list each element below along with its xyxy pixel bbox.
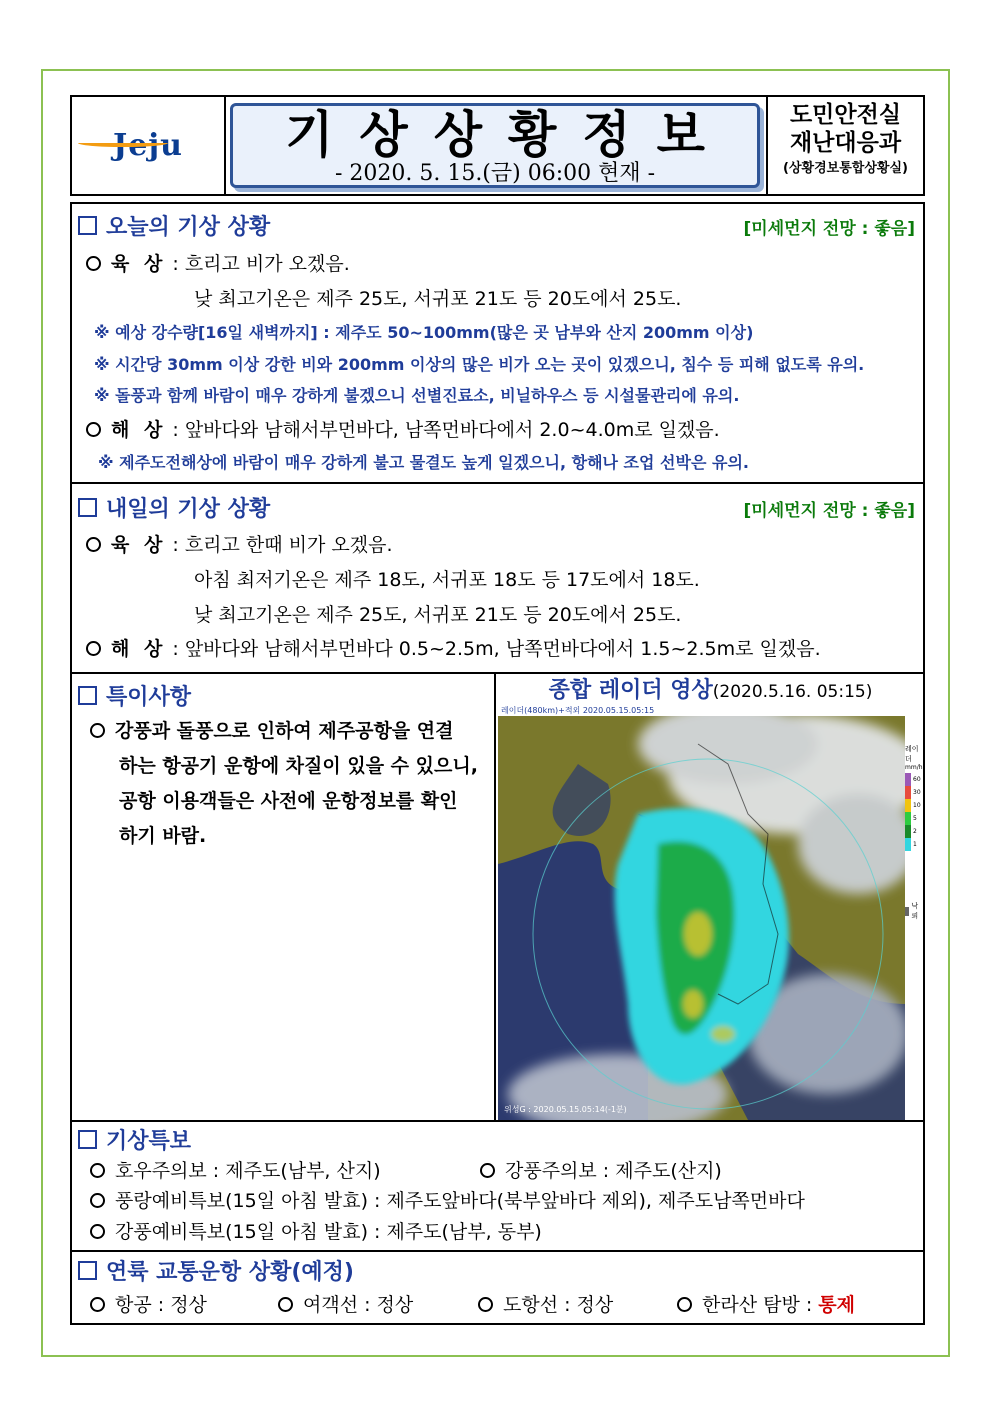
warning-item-2-text: 강풍주의보 : 제주도(산지)	[505, 1160, 722, 1182]
today-heading-text: 오늘의 기상 상황	[106, 215, 271, 240]
legend-unit: mm/h	[905, 764, 923, 771]
circle-bullet-icon	[90, 1224, 105, 1239]
traffic-heading	[78, 1255, 354, 1286]
circle-bullet-icon	[90, 1297, 105, 1312]
today-note-1: ※ 예상 강수량[16일 새벽까지] : 제주도 50~100mm(많은 곳 남부와 산지 200mm 이상)	[94, 323, 754, 342]
radar-title-text: 종합 레이더 영상	[548, 678, 713, 703]
circle-bullet-icon	[86, 422, 101, 437]
warning-item-2	[480, 1158, 722, 1184]
legend-values	[913, 773, 921, 851]
page-title: 기상상황정보	[285, 106, 731, 164]
special-line-2: 하는 항공기 운항에 차질이 있을 수 있으니,	[119, 755, 478, 777]
org-line2: 재난대응과	[789, 130, 902, 156]
tomorrow-heading	[78, 492, 270, 523]
warning-item-4-text: 강풍예비특보(15일 아침 발효) : 제주도(남부, 동부)	[115, 1221, 542, 1243]
radar-image	[498, 704, 905, 1120]
organization	[766, 97, 923, 194]
circle-bullet-icon	[278, 1297, 293, 1312]
header	[70, 95, 925, 196]
tomorrow-land-line1	[86, 532, 393, 558]
today-sea-note: ※ 제주도전해상에 바람이 매우 강하게 불고 물결도 높게 일겠으니, 항해나 조업 선박은 유의.	[98, 453, 749, 472]
warning-item-3-text: 풍랑예비특보(15일 아침 발효) : 제주도앞바다(북부앞바다 제외), 제주도남쪽먼바다	[115, 1190, 805, 1212]
legend-scale	[905, 773, 923, 851]
today-sea-line	[86, 417, 720, 443]
tomorrow-heading-text: 내일의 기상 상황	[106, 497, 271, 522]
radar-title	[498, 674, 923, 708]
circle-bullet-icon	[86, 641, 101, 656]
legend-value: 1	[913, 841, 917, 848]
jeju-logo	[72, 97, 226, 194]
today-dust: [미세먼지 전망 : 좋음]	[743, 219, 915, 239]
checkbox-square-icon	[78, 498, 97, 517]
special-text	[90, 714, 490, 854]
traffic-air-label: 항공 :	[115, 1294, 171, 1316]
circle-bullet-icon	[86, 537, 101, 552]
today-land-line2: 낮 최고기온은 제주 25도, 서귀포 21도 등 20도에서 25도.	[194, 288, 682, 310]
radar-legend	[905, 744, 923, 921]
tomorrow-land-text1: : 흐리고 한때 비가 오겠음.	[172, 534, 393, 556]
traffic-ferry-label: 여객선 :	[303, 1294, 377, 1316]
divider	[72, 1250, 923, 1252]
checkbox-square-icon	[78, 216, 97, 235]
tomorrow-land-label: 육 상	[111, 534, 167, 556]
tomorrow-sea-label: 해 상	[111, 638, 167, 660]
traffic-heading-text: 연륙 교통운항 상황(예정)	[106, 1260, 354, 1285]
special-heading-text: 특이사항	[106, 685, 192, 710]
today-sea-label: 해 상	[111, 419, 167, 441]
org-line1: 도민안전실	[789, 102, 902, 128]
report-date: - 2020. 5. 15.(금) 06:00 현재 -	[334, 161, 656, 186]
traffic-ferry-value: 정상	[376, 1294, 414, 1316]
legend-color-bar	[905, 773, 911, 851]
lightning-swatch-icon	[905, 907, 909, 916]
divider	[72, 482, 923, 484]
checkbox-square-icon	[78, 1261, 97, 1280]
today-land-text1: : 흐리고 비가 오겠음.	[172, 253, 350, 275]
traffic-hallasan	[677, 1292, 855, 1318]
today-land-line1	[86, 251, 350, 277]
traffic-hallasan-value: 통제	[818, 1294, 856, 1316]
tomorrow-dust: [미세먼지 전망 : 좋음]	[743, 501, 915, 521]
report-body	[70, 202, 925, 1325]
special-line-4: 하기 바람.	[119, 825, 207, 847]
logo-text: Jeju	[113, 128, 183, 163]
checkbox-square-icon	[78, 686, 97, 705]
traffic-island-value: 정상	[576, 1294, 614, 1316]
warning-item-3	[90, 1188, 805, 1214]
today-heading	[78, 210, 270, 241]
legend-value: 10	[913, 802, 921, 809]
special-line-1-text: 강풍과 돌풍으로 인하여 제주공항을 연결	[115, 720, 454, 742]
logo-swoosh-icon	[78, 139, 168, 147]
tomorrow-land-line2: 아침 최저기온은 제주 18도, 서귀포 18도 등 17도에서 18도.	[194, 569, 700, 591]
circle-bullet-icon	[478, 1297, 493, 1312]
today-note-2: ※ 시간당 30mm 이상 강한 비와 200mm 이상의 많은 비가 오는 곳이 있겠으니, 침수 등 피해 없도록 유의.	[94, 355, 865, 374]
today-note-3: ※ 돌풍과 함께 바람이 매우 강하게 불겠으니 선별진료소, 비닐하우스 등 시설물관리에 유의.	[94, 386, 740, 405]
legend-value: 30	[913, 789, 921, 796]
checkbox-square-icon	[78, 1130, 97, 1149]
circle-bullet-icon	[90, 1193, 105, 1208]
legend-value: 5	[913, 815, 917, 822]
special-heading	[78, 680, 191, 711]
legend-title: 레이더	[905, 745, 919, 763]
traffic-ferry	[278, 1292, 413, 1318]
radar-bottom-label: 위성G : 2020.05.15.05:14(-1분)	[504, 1105, 627, 1114]
special-line-3: 공항 이용객들은 사전에 운항정보를 확인	[119, 790, 458, 812]
legend-value: 2	[913, 828, 917, 835]
warnings-heading-text: 기상특보	[106, 1129, 192, 1154]
warnings-heading	[78, 1124, 191, 1155]
radar-top-label: 레이더(480km)+적외 2020.05.15.05:15	[501, 706, 655, 715]
traffic-air	[90, 1292, 207, 1318]
circle-bullet-icon	[86, 256, 101, 271]
traffic-island	[478, 1292, 613, 1318]
special-line-1	[90, 714, 490, 749]
warning-item-4	[90, 1219, 542, 1245]
legend-lightning	[905, 901, 923, 921]
radar-satellite-map	[498, 704, 905, 1120]
today-sea-text: : 앞바다와 남해서부먼바다, 남쪽먼바다에서 2.0~4.0m로 일겠음.	[172, 419, 720, 441]
warning-item-1-text: 호우주의보 : 제주도(남부, 산지)	[115, 1160, 381, 1182]
circle-bullet-icon	[90, 1163, 105, 1178]
circle-bullet-icon	[90, 723, 105, 738]
org-line3: (상황경보통합상황실)	[783, 161, 908, 176]
radar-date: (2020.5.16. 05:15)	[712, 682, 873, 702]
today-land-label: 육 상	[111, 253, 167, 275]
traffic-island-label: 도항선 :	[503, 1294, 577, 1316]
legend-lightning-label: 낙뢰	[911, 902, 919, 920]
tomorrow-sea-line	[86, 636, 821, 662]
special-notes-panel	[72, 674, 496, 1120]
traffic-hallasan-label: 한라산 탐방 :	[702, 1294, 819, 1316]
circle-bullet-icon	[677, 1297, 692, 1312]
traffic-air-value: 정상	[170, 1294, 207, 1316]
divider	[72, 1120, 923, 1122]
legend-value: 60	[913, 776, 921, 783]
warning-item-1	[90, 1158, 381, 1184]
circle-bullet-icon	[480, 1163, 495, 1178]
tomorrow-land-line3: 낮 최고기온은 제주 25도, 서귀포 21도 등 20도에서 25도.	[194, 604, 682, 626]
title-box	[230, 103, 760, 188]
tomorrow-sea-text: : 앞바다와 남해서부먼바다 0.5~2.5m, 남쪽먼바다에서 1.5~2.5m로 일겠음.	[172, 638, 821, 660]
